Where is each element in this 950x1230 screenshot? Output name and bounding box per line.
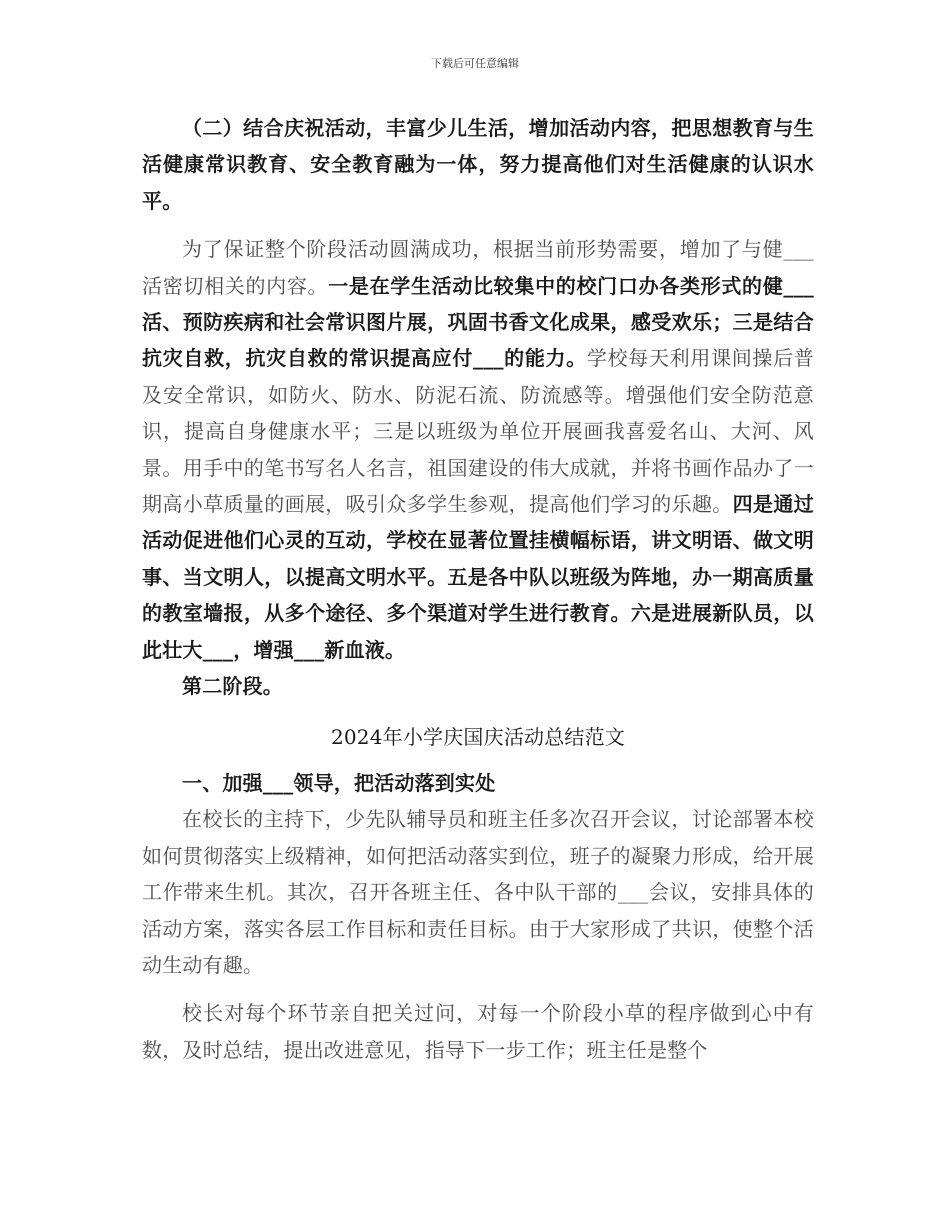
article-paragraph: 在校长的主持下，少先队辅导员和班主任多次召开会议，讨论部署本校如何贯彻落实上级精神，如何把活动落实到位，班子的凝聚力形成，给开展工作带来生机。其次，召开各班主任、各中队干部的___会议，安排具体的活动方案，落实各层工作目标和责任目标。由于大家形成了共识，使整个活动生动有趣。	[142, 807, 814, 977]
paragraph-plain-text: 为了保证整个阶段活动圆满成功，根据当前形势需要，增加了与健___活密切相关的内容。	[142, 237, 814, 298]
paragraph-bold-text: 四是通过活动促进他们心灵的互动，学校在显著位置挂横幅标语，讲文明语、做文明事、当文明人，以提高文明水平。五是各中队以班级为阵地，办一期高质量的教室墙报，从多个途径、多个渠道对学生进行教育。六是进展新队员，以此壮大___，增强___新血液。	[142, 492, 814, 662]
article-paragraph: 校长对每个环节亲自把关过问，对每一个阶段小草的程序做到心中有数，及时总结，提出改进意见，指导下一步工作；班主任是整个	[142, 1001, 814, 1062]
article-section-heading: 一、加强___领导，把活动落到实处	[182, 770, 496, 795]
document-body	[142, 110, 814, 1068]
article-title: 2024年小学庆国庆活动总结范文	[330, 724, 626, 749]
paragraph-plain-text: 学校每天利用课间操后普及安全常识，如防火、防水、防泥石流、防流感等。增强他们安全防范意识，提高自身健康水平；三是以班级为单位开展画我喜爱名山、大河、风景。用手中的笔书写名人名言，祖国建设的伟大成就，并将书画作品办了一期高小草质量的画展，吸引众多学生参观，提高他们学习的乐趣。	[142, 346, 814, 517]
section-heading-paragraph: （二）结合庆祝活动，丰富少儿生活，增加活动内容，把思想教育与生活健康常识教育、安全教育融为一体，努力提高他们对生活健康的认识水平。	[142, 116, 814, 213]
activity-paragraph	[142, 231, 814, 668]
paragraph-bold-text: 一是在学生活动比较集中的校门口办各类形式的健___活、预防疾病和社会常识图片展，巩固书香文化成果，感受欢乐；三是结合抗灾自救，抗灾自救的常识提高应付___的能力。	[142, 273, 814, 371]
page-header-note: 下载后可任意编辑	[431, 57, 519, 70]
stage-label: 第二阶段。	[182, 674, 283, 699]
